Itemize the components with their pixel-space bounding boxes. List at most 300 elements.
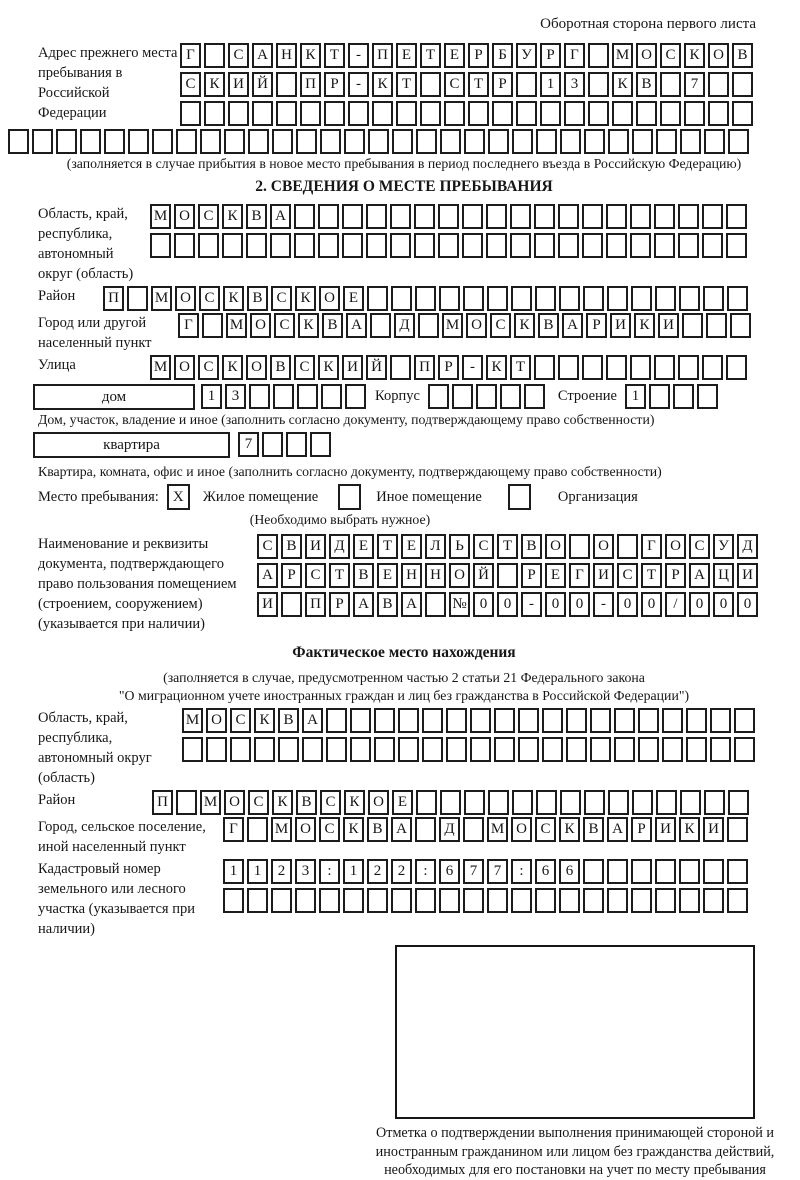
char-box: Д <box>737 534 758 559</box>
char-box <box>680 129 701 154</box>
char-box: 6 <box>559 859 580 884</box>
char-box: К <box>679 817 700 842</box>
char-box: Г <box>180 43 201 68</box>
korpus-label: Корпус <box>375 388 420 404</box>
char-box: - <box>348 72 369 97</box>
char-box <box>228 101 249 126</box>
char-box <box>534 355 555 380</box>
char-box <box>569 534 590 559</box>
char-box <box>320 129 341 154</box>
char-box: : <box>511 859 532 884</box>
char-box <box>588 43 609 68</box>
char-box: О <box>250 313 271 338</box>
char-box <box>703 286 724 311</box>
char-box: С <box>319 817 340 842</box>
char-box <box>247 817 268 842</box>
actual-city-row <box>223 817 751 842</box>
actual-region-row-1 <box>182 708 758 733</box>
char-box <box>500 384 521 409</box>
char-box: С <box>473 534 494 559</box>
char-box: Е <box>444 43 465 68</box>
stroenie-label: Строение <box>557 388 617 404</box>
apartment-box-label: квартира <box>33 432 230 458</box>
char-box <box>494 737 515 762</box>
char-box: Н <box>425 563 446 588</box>
char-box: В <box>732 43 753 68</box>
char-box: А <box>689 563 710 588</box>
char-box <box>182 737 203 762</box>
char-box: В <box>538 313 559 338</box>
char-box: С <box>305 563 326 588</box>
char-box: 0 <box>713 592 734 617</box>
char-box: А <box>252 43 273 68</box>
char-box <box>247 888 268 913</box>
char-box: 1 <box>201 384 222 409</box>
char-box: 0 <box>545 592 566 617</box>
char-box: А <box>270 204 291 229</box>
char-box <box>398 708 419 733</box>
actual-region-row-2 <box>182 737 758 762</box>
char-box: К <box>254 708 275 733</box>
char-box <box>180 101 201 126</box>
char-box: С <box>248 790 269 815</box>
char-box <box>536 129 557 154</box>
char-box <box>512 790 533 815</box>
char-box <box>708 101 729 126</box>
char-box <box>345 384 366 409</box>
char-box <box>582 233 603 258</box>
char-box: 2 <box>271 859 292 884</box>
char-box <box>727 286 748 311</box>
char-box: И <box>610 313 631 338</box>
stay-type-option-other: Иное помещение <box>376 489 482 505</box>
char-box: М <box>151 286 172 311</box>
city-label: Город или другой населенный пункт <box>38 315 152 351</box>
actual-location-title: Фактическое место нахождения <box>292 644 516 661</box>
char-box: И <box>257 592 278 617</box>
city-block <box>38 313 770 353</box>
cadastral-row-1 <box>223 859 751 884</box>
char-box <box>230 737 251 762</box>
char-box <box>636 101 657 126</box>
char-box <box>391 888 412 913</box>
prev-address-note: (заполняется в случае прибытия в новое место пребывания в период последнего въезда в Российскую Федерацию) <box>66 156 742 171</box>
char-box: С <box>535 817 556 842</box>
document-row-2 <box>257 563 761 588</box>
char-box <box>444 101 465 126</box>
char-box <box>396 101 417 126</box>
char-box: Р <box>438 355 459 380</box>
char-box <box>606 355 627 380</box>
stay-type-block <box>38 484 770 510</box>
char-box: Г <box>569 563 590 588</box>
char-box <box>516 101 537 126</box>
char-box: Т <box>377 534 398 559</box>
char-box: П <box>372 43 393 68</box>
char-box <box>614 708 635 733</box>
char-box: Й <box>366 355 387 380</box>
char-box: Д <box>394 313 415 338</box>
char-box: 7 <box>238 432 259 457</box>
char-box <box>176 790 197 815</box>
char-box: Г <box>641 534 662 559</box>
char-box: М <box>150 204 171 229</box>
char-box: Е <box>396 43 417 68</box>
char-box <box>638 737 659 762</box>
char-box <box>262 432 283 457</box>
char-box <box>273 384 294 409</box>
char-box: О <box>449 563 470 588</box>
char-box <box>248 129 269 154</box>
char-box <box>516 72 537 97</box>
char-box <box>511 286 532 311</box>
char-box: С <box>274 313 295 338</box>
char-box: М <box>226 313 247 338</box>
char-box <box>612 101 633 126</box>
char-box <box>649 384 670 409</box>
char-box: Е <box>343 286 364 311</box>
char-box <box>487 888 508 913</box>
char-box <box>726 355 747 380</box>
document-label: Наименование и реквизиты документа, подтверждающего право пользования помещением (строением, сооружением) (указывается при наличии) <box>38 536 237 632</box>
char-box <box>726 204 747 229</box>
char-box <box>630 233 651 258</box>
char-box <box>249 384 270 409</box>
char-box <box>534 233 555 258</box>
char-box <box>224 129 245 154</box>
char-box: А <box>257 563 278 588</box>
char-box <box>286 432 307 457</box>
char-box: В <box>353 563 374 588</box>
char-box: Т <box>510 355 531 380</box>
char-box <box>446 737 467 762</box>
char-box: С <box>689 534 710 559</box>
char-box: С <box>199 286 220 311</box>
char-box <box>673 384 694 409</box>
char-box <box>583 859 604 884</box>
char-box <box>638 708 659 733</box>
char-box <box>682 313 703 338</box>
char-box: К <box>223 286 244 311</box>
char-box: К <box>204 72 225 97</box>
char-box <box>728 790 749 815</box>
prev-address-row-1 <box>180 43 756 68</box>
street-block <box>38 355 770 380</box>
char-box <box>463 888 484 913</box>
actual-district-label: Район <box>38 792 76 808</box>
char-box <box>452 384 473 409</box>
char-box: О <box>636 43 657 68</box>
char-box: У <box>713 534 734 559</box>
char-box <box>702 355 723 380</box>
korpus-cells <box>428 384 548 409</box>
apartment-note: Квартира, комната, офис и иное (заполнить согласно документу, подтверждающему право собственности) <box>38 464 662 479</box>
region-block <box>38 204 770 284</box>
char-box: А <box>401 592 422 617</box>
char-box <box>558 355 579 380</box>
char-box: В <box>246 204 267 229</box>
stroenie-cells <box>625 384 721 409</box>
char-box: П <box>414 355 435 380</box>
char-box: С <box>257 534 278 559</box>
char-box: С <box>444 72 465 97</box>
char-box: Г <box>178 313 199 338</box>
char-box <box>511 888 532 913</box>
char-box: И <box>655 817 676 842</box>
char-box <box>680 790 701 815</box>
stay-type-option-organization: Организация <box>557 489 638 505</box>
char-box: С <box>617 563 638 588</box>
char-box <box>559 888 580 913</box>
stay-type-checkbox-residential: X <box>167 484 190 510</box>
char-box <box>710 737 731 762</box>
char-box: : <box>415 859 436 884</box>
stay-type-option-residential: Жилое помещение <box>202 489 319 505</box>
char-box <box>566 737 587 762</box>
district-row <box>103 286 751 311</box>
char-box: 6 <box>535 859 556 884</box>
char-box <box>558 204 579 229</box>
char-box: 0 <box>473 592 494 617</box>
char-box: Р <box>324 72 345 97</box>
char-box <box>372 101 393 126</box>
char-box: В <box>278 708 299 733</box>
registration-stamp-box <box>395 945 755 1119</box>
char-box: С <box>271 286 292 311</box>
stay-type-label: Место пребывания: <box>38 489 159 505</box>
char-box <box>486 233 507 258</box>
actual-district-row <box>152 790 752 815</box>
actual-region-rows <box>182 708 758 762</box>
char-box <box>678 233 699 258</box>
char-box <box>416 129 437 154</box>
char-box <box>438 233 459 258</box>
char-box <box>150 233 171 258</box>
char-box <box>606 233 627 258</box>
char-box <box>318 204 339 229</box>
char-box: О <box>224 790 245 815</box>
char-box <box>374 708 395 733</box>
char-box <box>732 72 753 97</box>
char-box <box>198 233 219 258</box>
char-box: И <box>658 313 679 338</box>
char-box <box>104 129 125 154</box>
prev-address-row-3 <box>180 101 756 126</box>
char-box <box>518 708 539 733</box>
char-box <box>296 129 317 154</box>
char-box <box>476 384 497 409</box>
char-box <box>463 817 484 842</box>
char-box: О <box>174 355 195 380</box>
char-box <box>726 233 747 258</box>
char-box: Р <box>521 563 542 588</box>
region-rows <box>150 204 750 258</box>
char-box <box>660 101 681 126</box>
char-box <box>281 592 302 617</box>
section2-title: 2. СВЕДЕНИЯ О МЕСТЕ ПРЕБЫВАНИЯ <box>255 178 553 195</box>
char-box: Р <box>665 563 686 588</box>
char-box: И <box>342 355 363 380</box>
char-box <box>326 708 347 733</box>
street-label: Улица <box>38 357 76 373</box>
char-box: О <box>466 313 487 338</box>
char-box <box>468 101 489 126</box>
prev-address-rows <box>180 43 756 126</box>
char-box <box>366 204 387 229</box>
char-box <box>654 233 675 258</box>
char-box <box>510 204 531 229</box>
char-box <box>488 790 509 815</box>
char-box <box>440 790 461 815</box>
char-box <box>607 888 628 913</box>
char-box <box>631 859 652 884</box>
char-box: И <box>228 72 249 97</box>
char-box <box>582 204 603 229</box>
char-box: А <box>353 592 374 617</box>
char-box <box>415 888 436 913</box>
char-box <box>294 204 315 229</box>
char-box: О <box>665 534 686 559</box>
char-box <box>318 233 339 258</box>
char-box: Г <box>223 817 244 842</box>
char-box: С <box>180 72 201 97</box>
char-box: Н <box>401 563 422 588</box>
actual-region-block <box>38 708 770 788</box>
actual-region-label: Область, край, республика, автономный округ (область) <box>38 710 152 786</box>
char-box: К <box>486 355 507 380</box>
char-box <box>582 355 603 380</box>
char-box <box>276 72 297 97</box>
char-box: Т <box>420 43 441 68</box>
char-box: С <box>294 355 315 380</box>
char-box: 7 <box>684 72 705 97</box>
char-box: М <box>150 355 171 380</box>
char-box <box>342 204 363 229</box>
char-box <box>583 286 604 311</box>
char-box <box>583 888 604 913</box>
char-box <box>252 101 273 126</box>
char-box: В <box>281 534 302 559</box>
char-box: Р <box>329 592 350 617</box>
char-box: К <box>318 355 339 380</box>
char-box <box>302 737 323 762</box>
char-box: Й <box>252 72 273 97</box>
document-block <box>38 534 770 634</box>
char-box <box>697 384 718 409</box>
char-box <box>608 129 629 154</box>
char-box <box>710 708 731 733</box>
char-box <box>342 233 363 258</box>
char-box <box>367 888 388 913</box>
char-box: А <box>391 817 412 842</box>
char-box <box>310 432 331 457</box>
actual-city-label: Город, сельское поселение, иной населенный пункт <box>38 819 206 855</box>
char-box <box>392 129 413 154</box>
char-box: О <box>319 286 340 311</box>
char-box <box>368 129 389 154</box>
char-box: - <box>593 592 614 617</box>
char-box: Е <box>401 534 422 559</box>
char-box: 3 <box>564 72 585 97</box>
char-box: С <box>660 43 681 68</box>
char-box: Е <box>353 534 374 559</box>
char-box <box>326 737 347 762</box>
char-box <box>560 790 581 815</box>
char-box: О <box>511 817 532 842</box>
char-box <box>348 101 369 126</box>
char-box <box>398 737 419 762</box>
char-box <box>542 737 563 762</box>
char-box <box>535 286 556 311</box>
char-box: В <box>377 592 398 617</box>
char-box: 1 <box>343 859 364 884</box>
char-box: Ь <box>449 534 470 559</box>
char-box: В <box>296 790 317 815</box>
prev-address-row-4 <box>8 129 770 154</box>
char-box: К <box>514 313 535 338</box>
char-box: А <box>346 313 367 338</box>
char-box <box>416 790 437 815</box>
char-box <box>632 790 653 815</box>
char-box <box>662 708 683 733</box>
region-label: Область, край, республика, автономный округ (область) <box>38 206 134 282</box>
char-box: А <box>607 817 628 842</box>
char-box <box>390 204 411 229</box>
char-box: Т <box>329 563 350 588</box>
char-box: К <box>344 790 365 815</box>
house-block <box>33 384 770 410</box>
char-box: 3 <box>225 384 246 409</box>
char-box: Е <box>392 790 413 815</box>
char-box <box>702 233 723 258</box>
stay-type-checkbox-other <box>338 484 361 510</box>
char-box: 7 <box>487 859 508 884</box>
street-row <box>150 355 750 380</box>
char-box <box>584 129 605 154</box>
char-box <box>438 204 459 229</box>
char-box: М <box>182 708 203 733</box>
char-box <box>708 72 729 97</box>
char-box <box>584 790 605 815</box>
region-row-2 <box>150 233 750 258</box>
char-box <box>414 204 435 229</box>
char-box: К <box>684 43 705 68</box>
char-box <box>732 101 753 126</box>
city-row <box>178 313 754 338</box>
char-box <box>374 737 395 762</box>
char-box <box>588 72 609 97</box>
char-box <box>655 286 676 311</box>
char-box: А <box>562 313 583 338</box>
char-box: - <box>348 43 369 68</box>
char-box: О <box>708 43 729 68</box>
char-box <box>704 790 725 815</box>
char-box <box>660 72 681 97</box>
char-box <box>464 790 485 815</box>
char-box <box>727 817 748 842</box>
actual-location-note-2: "О миграционном учете иностранных граждан и лиц без гражданства в Российской Федерации") <box>118 688 690 703</box>
char-box <box>278 737 299 762</box>
char-box: К <box>298 313 319 338</box>
char-box <box>566 708 587 733</box>
char-box <box>734 737 755 762</box>
char-box <box>464 129 485 154</box>
char-box <box>415 817 436 842</box>
char-box <box>631 286 652 311</box>
char-box: С <box>228 43 249 68</box>
apartment-cells <box>238 432 334 457</box>
prev-address-block <box>38 43 770 126</box>
